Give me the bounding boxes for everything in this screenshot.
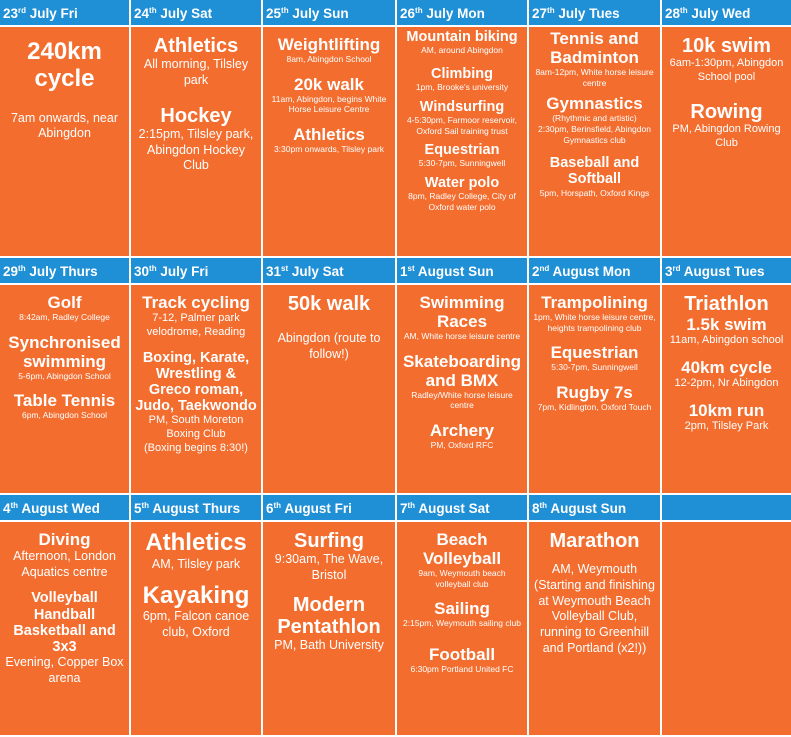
event-details: 1pm, Brooke's university (415, 82, 509, 93)
day-cell-23-july (0, 27, 131, 258)
event-title: Gymnastics (546, 94, 643, 114)
event-details: 8:42am, Radley College (19, 312, 110, 323)
event-title: Baseball and Softball (549, 155, 640, 188)
event-title: Marathon (549, 530, 640, 552)
event-title: Climbing (430, 65, 494, 82)
event-details: 5:30-7pm, Sunningwell (418, 158, 506, 169)
event-title: Archery (429, 421, 495, 440)
day-cell-7-august (397, 522, 529, 737)
event-details: Radley/White horse leisure centre (411, 389, 513, 411)
event-details: Evening, Copper Box arena (5, 655, 124, 685)
event-title: 50k walk (287, 293, 371, 315)
day-cell-31-july (263, 285, 397, 495)
event-title: Sailing (434, 599, 490, 619)
event-title: Tennis and Badminton (550, 29, 639, 68)
event-details: 5pm, Horspath, Oxford Kings (539, 187, 650, 198)
event-title: 40km cycle (681, 358, 772, 378)
event-details: 6pm, Falcon canoe club, Oxford (142, 609, 250, 639)
event-details: 5:30-7pm, Sunningwell (551, 362, 638, 373)
day-cell-25-july (263, 27, 397, 258)
event-title: Kayaking (142, 581, 250, 609)
event-title: 240km cycle (27, 38, 102, 92)
day-cell-6-august (263, 522, 397, 737)
day-cell-30-july (131, 285, 263, 495)
header-28-july: 28th July Wed (662, 0, 791, 27)
event-details: PM, Bath University (274, 638, 384, 653)
header-27-july: 27th July Tues (529, 0, 662, 27)
event-title: 20k walk (294, 74, 364, 94)
event-title: Football (428, 644, 496, 664)
event-details: 12-2pm, Nr Abingdon (674, 377, 779, 390)
header-26-july: 26th July Mon (397, 0, 529, 27)
event-title: Equestrian (424, 142, 500, 159)
day-cell-empty (662, 522, 791, 737)
event-details: 4-5:30pm, Farmoor reservoir, Oxford Sail training trust (406, 114, 518, 136)
event-title: Water polo (424, 175, 500, 192)
event-title: Weightlifting (277, 35, 381, 54)
day-cell-4-august (0, 522, 131, 737)
header-29-july: 29th July Thurs (0, 258, 131, 285)
day-cell-1-august (397, 285, 529, 495)
event-details: 7am onwards, near Abingdon (10, 110, 118, 141)
day-cell-2-august (529, 285, 662, 495)
header-24-july: 24th July Sat (131, 0, 263, 27)
event-details: AM, Weymouth (Starting and finishing at Weymouth Beach Volleyball Club, running to Greenhill and Portland (x2!)) (534, 562, 655, 655)
header-7-august: 7th August Sat (397, 495, 529, 522)
day-cell-27-july (529, 27, 662, 258)
day-cell-24-july (131, 27, 263, 258)
header-30-july: 30th July Fri (131, 258, 263, 285)
day-cell-29-july (0, 285, 131, 495)
event-details: 6:30pm Portland United FC (410, 664, 514, 674)
event-details: AM, around Abingdon (421, 45, 503, 56)
day-cell-5-august (131, 522, 263, 737)
event-details: Afternoon, London Aquatics centre (13, 549, 116, 579)
event-details: 9:30am, The Wave, Bristol (274, 552, 384, 583)
event-details: 2:30pm, Berinsfield, Abingdon Gymnastics club (538, 123, 651, 145)
day-cell-3-august (662, 285, 791, 495)
header-4-august: 4th August Wed (0, 495, 131, 522)
event-title: Trampolining (541, 293, 648, 312)
event-title: Equestrian (550, 343, 639, 363)
header-8-august: 8th August Sun (529, 495, 662, 522)
header-empty (662, 495, 791, 522)
event-title: Athletics (153, 35, 239, 57)
event-title: Triathlon (684, 293, 769, 315)
event-title: 1.5k swim (686, 315, 767, 335)
event-details: All morning, Tilsley park (143, 57, 249, 88)
event-title: Rugby 7s (556, 382, 633, 402)
event-details: 5-6pm, Abingdon School (18, 370, 111, 381)
event-details: Abingdon (route to follow!) (277, 331, 381, 362)
event-details: 9am, Weymouth beach volleyball club (418, 568, 506, 589)
event-details: AM, White horse leisure centre (403, 331, 521, 342)
event-title: Table Tennis (13, 391, 116, 411)
event-title: Skateboarding and BMX (402, 351, 522, 390)
event-details: PM, South Moreton Boxing Club (148, 414, 244, 441)
event-title: Windsurfing (419, 98, 505, 115)
event-details: AM, Tilsley park (151, 556, 241, 571)
day-cell-28-july (662, 27, 791, 258)
event-title: 10k swim (682, 35, 771, 57)
event-title: 10km run (688, 400, 765, 420)
event-details: 8am, Abingdon School (286, 54, 372, 65)
header-31-july: 31st July Sat (263, 258, 397, 285)
event-title: Rowing (690, 100, 763, 123)
event-details: 8pm, Radley College, City of Oxford water polo (408, 191, 516, 212)
day-cell-26-july (397, 27, 529, 258)
event-details: 8am-12pm, White horse leisure centre (535, 67, 654, 88)
event-title: Mountain biking (406, 29, 518, 45)
event-details: 6am-1:30pm, Abingdon School pool (669, 57, 784, 84)
header-2-august: 2nd August Mon (529, 258, 662, 285)
header-23-july: 23rd July Fri (0, 0, 131, 27)
event-title: Swimming Races (419, 293, 505, 332)
header-3-august: 3rd August Tues (662, 258, 791, 285)
event-title: Boxing, Karate, Wrestling & Greco roman, Judo, Taekwondo (135, 349, 257, 415)
event-title: Beach Volleyball (422, 530, 502, 569)
event-details: 7pm, Kidlington, Oxford Touch (537, 401, 652, 412)
event-details: PM, Oxford RFC (430, 440, 494, 451)
event-title: Volleyball Handball Basketball and 3x3 (13, 590, 116, 655)
event-title: Modern Pentathlon (277, 593, 381, 639)
event-details: 1pm, White horse leisure centre, heights trampolining club (533, 312, 656, 333)
event-details: 6pm, Abingdon School (21, 410, 108, 421)
event-details: (Boxing begins 8:30!) (144, 441, 248, 454)
event-details: (Rhythmic and artistic) (552, 113, 637, 124)
event-title: Athletics (145, 529, 247, 556)
header-6-august: 6th August Fri (263, 495, 397, 522)
event-details: 7-12, Palmer park velodrome, Reading (146, 312, 246, 338)
event-details: PM, Abingdon Rowing Club (672, 123, 781, 150)
header-5-august: 5th August Thurs (131, 495, 263, 522)
event-details: 11am, Abingdon, begins White Horse Leisure Centre (271, 93, 387, 115)
event-title: Hockey (160, 104, 232, 127)
event-title: Diving (38, 530, 91, 549)
header-25-july: 25th July Sun (263, 0, 397, 27)
event-title: Surfing (294, 530, 364, 552)
event-title: Track cycling (142, 293, 250, 312)
event-details: 3:30pm onwards, Tilsley park (273, 143, 385, 154)
event-details: 11am, Abingdon school (669, 334, 784, 347)
event-details: 2pm, Tilsley Park (684, 419, 769, 432)
event-title: Synchronised swimming (8, 332, 121, 371)
event-title: Athletics (293, 124, 365, 144)
header-1-august: 1st August Sun (397, 258, 529, 285)
day-cell-8-august (529, 522, 662, 737)
event-details: 2:15pm, Tilsley park, Abingdon Hockey Club (138, 127, 254, 173)
event-details: 2:15pm, Weymouth sailing club (403, 618, 521, 629)
event-title: Golf (47, 293, 82, 312)
